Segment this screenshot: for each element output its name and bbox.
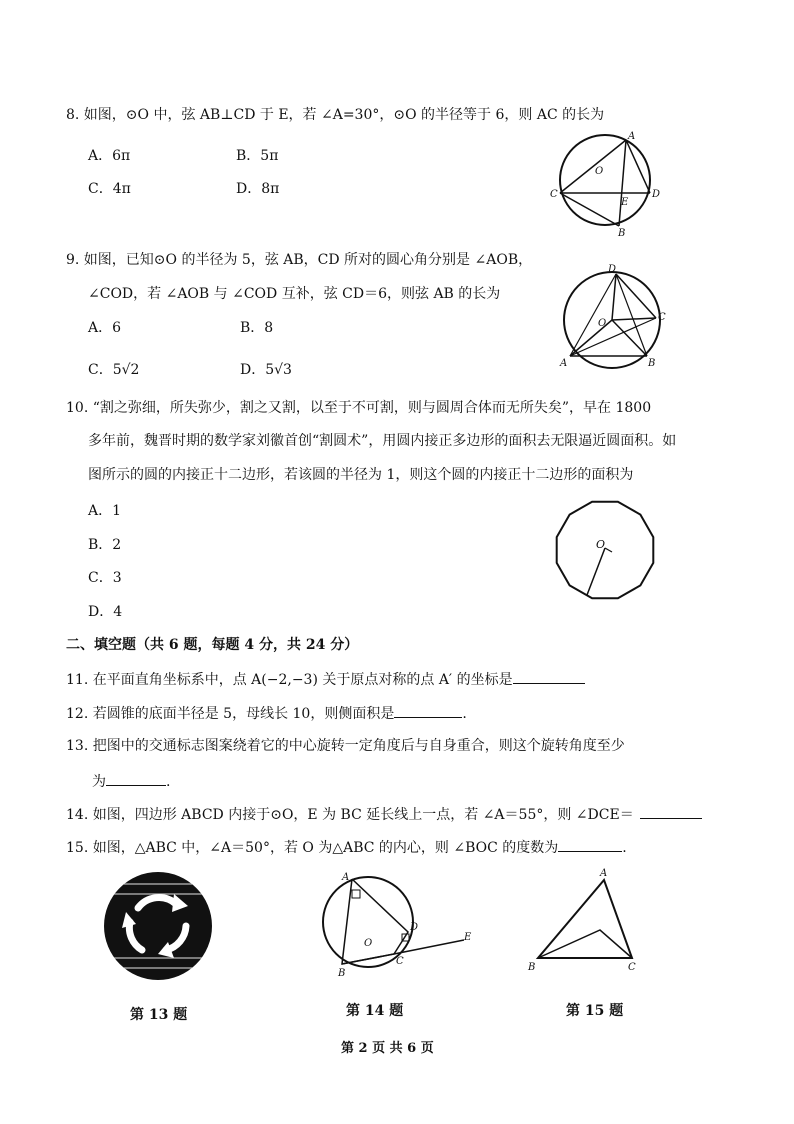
- q9-label-c: C: [658, 312, 666, 323]
- q8-option-a: A．6π: [88, 148, 131, 164]
- q14-answer-blank[interactable]: [640, 804, 702, 819]
- q13-line1: 13. 把图中的交通标志图案绕着它的中心旋转一定角度后与自身重合，则这个旋转角度至少: [66, 738, 625, 754]
- q14-text: 14. 如图，四边形 ABCD 内接于⊙O，E 为 BC 延长线上一点，若 ∠A＝55°，则 ∠DCE＝: [66, 807, 634, 823]
- q10-line3: 图所示的圆的内接正十二边形，若该圆的半径为 1，则这个圆的内接正十二边形的面积为: [88, 467, 634, 483]
- q14-label-a: A: [342, 872, 350, 883]
- q8-figure: [548, 130, 668, 240]
- q12-row: [66, 703, 467, 723]
- q14-label-c: C: [396, 956, 404, 967]
- q8-label-b: B: [618, 228, 626, 239]
- q14-row: [66, 804, 702, 824]
- q15-text: 15. 如图，△ABC 中，∠A＝50°，若 O 为△ABC 的内心，则 ∠BOC 的度数为: [66, 840, 559, 856]
- q14-label-e: E: [464, 932, 472, 943]
- q15-figure: [524, 866, 644, 978]
- q8-label-d: D: [652, 189, 661, 200]
- page-footer: 第 2 页 共 6 页: [341, 1041, 434, 1056]
- q8-label-c: C: [550, 189, 558, 200]
- q15-answer-blank[interactable]: [558, 837, 622, 852]
- q15-label-a: A: [600, 868, 608, 879]
- q12-answer-blank[interactable]: [394, 703, 462, 718]
- q10-option-d: D．4: [88, 604, 123, 620]
- q10-line1: 10. “割之弥细，所失弥少，割之又割，以至于不可割，则与圆周合体而无所失矣”，早在 1800: [66, 400, 652, 416]
- caption-q15: 第 15 题: [566, 1003, 624, 1019]
- q13-traffic-sign-figure: [102, 870, 214, 982]
- q14-label-d: D: [410, 922, 419, 933]
- q12-end: .: [462, 706, 467, 722]
- q9-label-a: A: [560, 358, 568, 369]
- q9-option-c: C．5√2: [88, 362, 140, 378]
- q8-label-a: A: [628, 131, 636, 142]
- q13-end: .: [166, 774, 171, 790]
- q10-figure: [550, 496, 670, 608]
- q13-answer-blank[interactable]: [106, 771, 166, 786]
- q15-label-b: B: [528, 962, 536, 973]
- q9-label-b: B: [648, 358, 656, 369]
- q9-label-d: D: [608, 264, 617, 275]
- q11-row: [66, 669, 585, 689]
- q9-label-o: O: [598, 318, 607, 329]
- caption-q13: 第 13 题: [130, 1007, 188, 1023]
- q14-label-o: O: [364, 938, 373, 949]
- q10-line2: 多年前，魏晋时期的数学家刘徽首创“割圆术”，用圆内接正多边形的面积去无限逼近圆面积。如: [88, 433, 677, 449]
- q8-stem: 8. 如图，⊙O 中，弦 AB⊥CD 于 E，若 ∠A=30°，⊙O 的半径等于 6，则 AC 的长为: [66, 107, 605, 123]
- q9-option-d: D．5√3: [240, 362, 292, 378]
- q9-stem-line2: ∠COD，若 ∠AOB 与 ∠COD 互补，弦 CD＝6，则弦 AB 的长为: [88, 286, 501, 302]
- q9-stem-line1: 9. 如图，已知⊙O 的半径为 5，弦 AB，CD 所对的圆心角分别是 ∠AOB，: [66, 252, 533, 268]
- caption-q14: 第 14 题: [346, 1003, 404, 1019]
- q14-label-b: B: [338, 968, 346, 979]
- q9-option-b: B．8: [240, 320, 274, 336]
- q10-option-a: A．1: [88, 503, 122, 519]
- q11-text: 11. 在平面直角坐标系中，点 A(−2,−3) 关于原点对称的点 A′ 的坐标是: [66, 672, 513, 688]
- q10-option-b: B．2: [88, 537, 122, 553]
- q9-option-a: A．6: [88, 320, 122, 336]
- q11-answer-blank[interactable]: [513, 669, 585, 684]
- q10-option-c: C．3: [88, 570, 122, 586]
- q9-figure: [550, 262, 680, 374]
- q8-label-o: O: [595, 166, 604, 177]
- q8-label-e: E: [621, 197, 629, 208]
- q15-label-c: C: [628, 962, 636, 973]
- q10-label-o: O: [596, 538, 606, 551]
- q8-option-c: C．4π: [88, 181, 131, 197]
- q13-prefix: 为: [92, 774, 106, 790]
- section2-title: 二、填空题（共 6 题，每题 4 分，共 24 分）: [66, 637, 359, 653]
- q15-end: .: [622, 840, 627, 856]
- q14-figure: [318, 868, 478, 980]
- q8-option-d: D．8π: [236, 181, 280, 197]
- q8-option-b: B．5π: [236, 148, 279, 164]
- q15-row: [66, 837, 627, 857]
- q12-text: 12. 若圆锥的底面半径是 5，母线长 10，则侧面积是: [66, 706, 395, 722]
- q13-row2: [92, 771, 170, 791]
